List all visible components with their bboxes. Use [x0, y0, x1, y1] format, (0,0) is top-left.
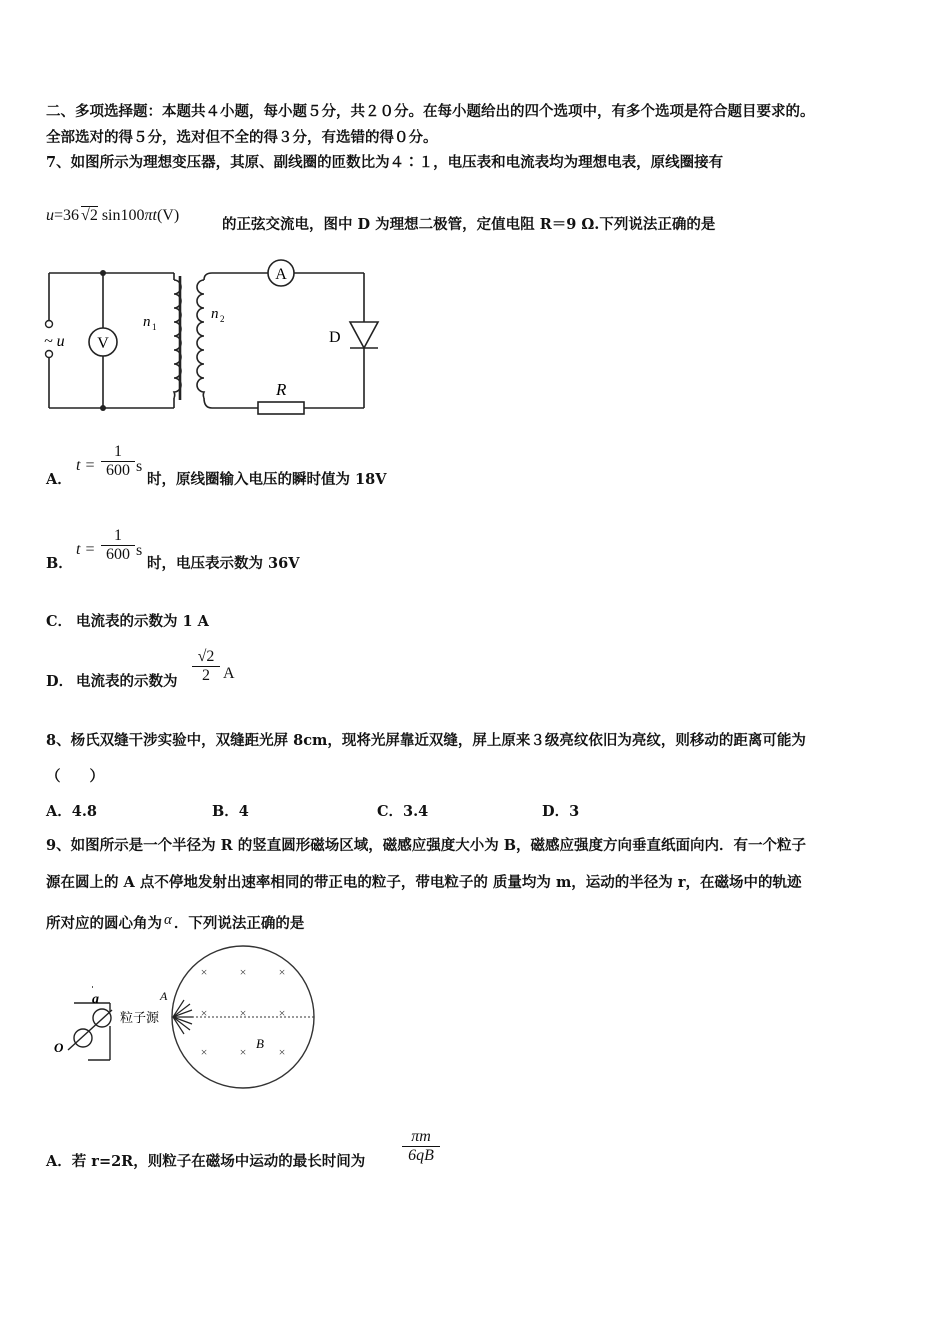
q9-point-a-label: A [160, 989, 168, 1003]
section-header-line2: 全部选对的得５分，选对但不全的得３分，有选错的得０分。 [46, 129, 438, 146]
q7-resistor-label: R [276, 380, 287, 399]
q9-stem-line3b: ．下列说法正确的是 [173, 915, 305, 932]
q7-option-d-unit: A [223, 665, 235, 682]
q7-stem-line1: 7、如图所示为理想变压器，其原、副线圈的匝数比为４∶１，电压表和电流表均为理想电表，原线圈接有 [46, 154, 724, 171]
q7-option-b-t: t = [76, 541, 96, 558]
q7-option-b-label: B． [46, 555, 73, 572]
q7-option-b-den: 600 [106, 546, 130, 563]
q9-stem-line2: 源在圆上的 A 点不停地发射出速率相同的带正电的粒子，带电粒子的 质量均为 m，运动的半径为 r，在磁场中的轨迹 [46, 874, 802, 891]
q7-formula-unit: (V) [156, 207, 180, 224]
q7-option-a-label: A． [46, 471, 72, 488]
q7-option-d-text: 电流表的示数为 [76, 673, 178, 690]
q7-stem-line2: 的正弦交流电，图中 D 为理想二极管，定值电阻 R＝9 Ω.下列说法正确的是 [222, 216, 716, 233]
q7-formula-sqrt2: 2 [89, 207, 98, 224]
q7-option-a-unit: s [136, 458, 143, 475]
q7-n2-sub: 2 [220, 314, 225, 324]
q9-stem-line3a: 所对应的圆心角为 [46, 915, 162, 932]
field-cross: × [278, 965, 286, 979]
q7-option-d-fraction [192, 648, 220, 685]
q9-magnetic-field-diagram [50, 940, 320, 1105]
q7-option-a-text: 时，原线圈输入电压的瞬时值为 18V [147, 471, 387, 488]
q7-formula-u: u [46, 207, 54, 224]
q7-formula-t: t [152, 207, 157, 224]
q9-stem-line3 [46, 910, 304, 934]
q7-option-b-unit: s [136, 542, 143, 559]
q7-n2-label: n [211, 306, 219, 322]
q8-option-a: A．4.8 [46, 803, 97, 820]
q9-option-a-den: 6qB [408, 1147, 434, 1164]
q8-stem-line1: 8、杨氏双缝干涉实验中，双缝距光屏 8cm，现将光屏靠近双缝，屏上原来３级亮纹依旧为亮纹，则移动的距离可能为 [46, 732, 806, 749]
q9-stem-line1: 9、如图所示是一个半径为 R 的竖直圆形磁场区域，磁感应强度大小为 B，磁感应强度方向垂直纸面向内．有一个粒子 [46, 837, 807, 854]
q7-option-c-label: C． [46, 613, 73, 630]
q7-formula-sqrt: √2 [81, 207, 98, 224]
q7-ammeter-label: A [275, 266, 287, 283]
field-cross: × [239, 1045, 247, 1059]
q7-diode-label: D [329, 329, 341, 346]
q7-option-d-den: 2 [202, 667, 210, 684]
q7-option-a-fraction [101, 443, 135, 480]
q9-label-a: a [92, 992, 99, 1007]
field-cross: × [200, 1006, 208, 1020]
q7-option-d-label: D． [46, 673, 74, 690]
field-cross: × [200, 965, 208, 979]
q7-circuit-diagram [40, 258, 380, 418]
q9-source-label: 粒子源 [120, 1010, 160, 1025]
q7-formula-pi: π [144, 207, 153, 224]
q9-option-a-num: πm [411, 1128, 431, 1145]
q7-option-b-text: 时，电压表示数为 36V [147, 555, 300, 572]
q7-voltmeter-label: V [97, 335, 109, 352]
q9-option-a-fraction [402, 1128, 440, 1165]
q8-option-c: C．3.4 [377, 803, 429, 820]
field-cross: × [200, 1045, 208, 1059]
q7-formula-sin: sin100 [101, 207, 145, 224]
q7-option-a-den: 600 [106, 462, 130, 479]
field-cross: × [278, 1006, 286, 1020]
q7-option-a-t: t = [76, 457, 96, 474]
q9-option-a-text: A．若 r=2R，则粒子在磁场中运动的最长时间为 [46, 1153, 366, 1170]
q8-stem-line2: （ ） [46, 768, 104, 785]
q8-option-d: D．3 [542, 803, 580, 820]
q7-option-a-num: 1 [114, 443, 122, 460]
q7-option-c-text: 电流表的示数为 1 A [76, 613, 209, 630]
field-cross: × [239, 965, 247, 979]
q9-point-b-label: B [256, 1036, 264, 1051]
q7-n1-sub: 1 [152, 322, 157, 332]
q7-n1-label: n [143, 314, 151, 330]
q7-option-d-num: √2 [197, 648, 215, 665]
field-cross: × [239, 1006, 247, 1020]
q7-option-b-fraction [101, 527, 135, 564]
q7-formula [46, 205, 179, 226]
field-cross: × [278, 1045, 286, 1059]
q8-option-b: B．4 [212, 803, 249, 820]
q7-source-label: ~ u [44, 333, 65, 350]
q7-formula-eq: =36 [54, 207, 80, 224]
q9-origin-label: O [54, 1040, 64, 1055]
q7-option-b-num: 1 [114, 527, 122, 544]
q9-alpha: α [164, 912, 172, 928]
section-header-line1: 二、多项选择题：本题共４小题，每小题５分，共２０分。在每小题给出的四个选项中，有多个选项是符合题目要求的。 [46, 103, 815, 120]
